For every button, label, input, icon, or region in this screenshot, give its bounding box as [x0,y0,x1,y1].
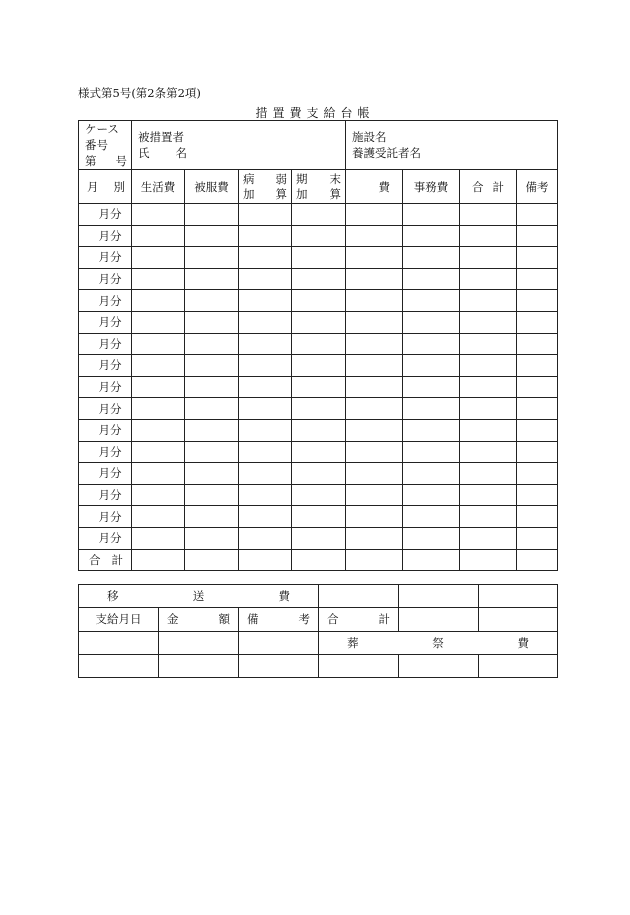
amount-cell[interactable] [460,506,517,528]
transport-title-blank-1[interactable] [319,585,399,608]
col-expense: 費 [346,170,403,204]
amount-cell[interactable] [185,484,239,506]
month-row [79,268,558,290]
amount-cell[interactable] [185,527,239,549]
month-label[interactable]: 月分 [79,398,132,420]
amount-cell[interactable] [185,441,239,463]
month-label[interactable]: 月分 [79,225,132,247]
data-row-bottom [79,654,558,677]
month-label[interactable]: 月分 [79,484,132,506]
amount-cell[interactable] [185,268,239,290]
transport-remarks-header: 備 考 [239,608,319,631]
amount-cell[interactable] [132,506,185,528]
amount-cell[interactable] [239,376,292,398]
month-row [79,419,558,441]
amount-cell[interactable] [185,506,239,528]
amount-cell[interactable] [292,419,346,441]
month-row [79,506,558,528]
amount-cell[interactable] [185,376,239,398]
amount-cell[interactable] [132,441,185,463]
amount-cell[interactable] [460,484,517,506]
amount-cell[interactable] [292,333,346,355]
month-row [79,333,558,355]
transport-title-blank-2[interactable] [399,585,479,608]
transport-remarks-value-2[interactable] [239,654,319,677]
month-row [79,376,558,398]
col-living: 生活費 [132,170,185,204]
amount-cell[interactable] [346,268,403,290]
amount-cell[interactable] [132,268,185,290]
amount-cell[interactable] [185,225,239,247]
amount-cell[interactable] [132,204,185,226]
case-number-suffix: 号 [115,154,127,168]
transport-funeral-table [78,584,558,678]
amount-cell[interactable] [403,204,460,226]
amount-cell[interactable] [517,398,558,420]
total-row [79,549,558,571]
amount-cell[interactable] [346,290,403,312]
amount-cell[interactable] [239,311,292,333]
amount-cell[interactable] [346,204,403,226]
amount-cell[interactable] [460,463,517,485]
amount-cell[interactable] [292,463,346,485]
amount-cell[interactable] [517,506,558,528]
consignee-label: 養護受託者名 [352,146,421,160]
amount-cell[interactable] [346,441,403,463]
ledger-table [78,120,558,571]
col-month: 月 別 [79,170,132,204]
amount-cell[interactable] [346,398,403,420]
amount-cell[interactable] [517,376,558,398]
column-header-row [79,170,558,204]
amount-cell[interactable] [403,247,460,269]
amount-cell[interactable] [292,268,346,290]
amount-cell[interactable] [132,290,185,312]
total-cell[interactable] [292,549,346,571]
amount-cell[interactable] [403,441,460,463]
amount-cell[interactable] [403,463,460,485]
amount-cell[interactable] [460,247,517,269]
amount-cell[interactable] [239,463,292,485]
transport-amount-value-1[interactable] [159,631,239,654]
amount-cell[interactable] [517,311,558,333]
amount-cell[interactable] [403,398,460,420]
month-label[interactable]: 月分 [79,268,132,290]
funeral-value-1[interactable] [319,654,399,677]
amount-cell[interactable] [292,204,346,226]
amount-cell[interactable] [517,204,558,226]
total-cell[interactable] [517,549,558,571]
amount-cell[interactable] [517,247,558,269]
amount-cell[interactable] [460,268,517,290]
amount-cell[interactable] [460,225,517,247]
case-number-prefix: 第 [85,154,97,168]
transport-total-blank[interactable] [479,608,558,631]
amount-cell[interactable] [460,355,517,377]
transport-total-value[interactable] [399,608,479,631]
amount-cell[interactable] [185,398,239,420]
month-label[interactable]: 月分 [79,441,132,463]
amount-cell[interactable] [460,376,517,398]
col-total: 合 計 [460,170,517,204]
amount-cell[interactable] [517,268,558,290]
amount-cell[interactable] [132,376,185,398]
amount-cell[interactable] [239,398,292,420]
amount-cell[interactable] [185,419,239,441]
amount-cell[interactable] [292,398,346,420]
transport-header-row [79,608,558,631]
amount-cell[interactable] [292,376,346,398]
amount-cell[interactable] [460,441,517,463]
amount-cell[interactable] [292,484,346,506]
case-number-cell[interactable] [79,121,132,170]
transport-payday-value-1[interactable] [79,631,159,654]
amount-cell[interactable] [132,527,185,549]
amount-cell[interactable] [292,311,346,333]
amount-cell[interactable] [239,247,292,269]
month-label[interactable]: 月分 [79,527,132,549]
transport-title-row [79,585,558,608]
document-title: 措置費支給台帳 [255,106,375,120]
total-cell[interactable] [239,549,292,571]
month-row [79,290,558,312]
name-label-a: 氏 [138,146,150,160]
amount-cell[interactable] [403,527,460,549]
info-row [79,121,558,170]
amount-cell[interactable] [132,225,185,247]
amount-cell[interactable] [403,290,460,312]
month-label[interactable]: 月分 [79,333,132,355]
total-label: 合 計 [79,549,132,571]
month-label[interactable]: 月分 [79,355,132,377]
amount-cell[interactable] [185,247,239,269]
amount-cell[interactable] [292,441,346,463]
transport-amount-value-2[interactable] [159,654,239,677]
amount-cell[interactable] [239,333,292,355]
amount-cell[interactable] [346,376,403,398]
amount-cell[interactable] [292,506,346,528]
amount-cell[interactable] [403,355,460,377]
amount-cell[interactable] [239,225,292,247]
amount-cell[interactable] [346,311,403,333]
amount-cell[interactable] [517,463,558,485]
amount-cell[interactable] [403,311,460,333]
amount-cell[interactable] [517,441,558,463]
amount-cell[interactable] [517,484,558,506]
amount-cell[interactable] [346,527,403,549]
facility-cell[interactable] [346,121,558,170]
month-label[interactable]: 月分 [79,290,132,312]
amount-cell[interactable] [239,355,292,377]
amount-cell[interactable] [239,506,292,528]
amount-cell[interactable] [460,290,517,312]
month-label[interactable]: 月分 [79,463,132,485]
amount-cell[interactable] [292,527,346,549]
facility-label: 施設名 [352,130,387,144]
amount-cell[interactable] [346,225,403,247]
amount-cell[interactable] [403,225,460,247]
amount-cell[interactable] [460,333,517,355]
amount-cell[interactable] [346,419,403,441]
amount-cell[interactable] [346,463,403,485]
person-label: 被措置者 [138,130,184,144]
total-cell[interactable] [403,549,460,571]
month-label[interactable]: 月分 [79,204,132,226]
amount-cell[interactable] [517,527,558,549]
transport-payday-value-2[interactable] [79,654,159,677]
month-row [79,355,558,377]
col-sick-addition: 病 弱 加 算 [239,170,292,204]
funeral-title: 葬 祭 費 [319,631,558,654]
amount-cell[interactable] [460,527,517,549]
amount-cell[interactable] [185,333,239,355]
amount-cell[interactable] [132,484,185,506]
transport-title-blank-3[interactable] [479,585,558,608]
amount-cell[interactable] [346,484,403,506]
month-label[interactable]: 月分 [79,376,132,398]
month-row [79,398,558,420]
person-name-cell[interactable] [132,121,346,170]
form-reference: 様式第5号(第2条第2項) [78,86,201,100]
amount-cell[interactable] [132,247,185,269]
amount-cell[interactable] [185,311,239,333]
amount-cell[interactable] [132,311,185,333]
month-row [79,225,558,247]
transport-remarks-value-1[interactable] [239,631,319,654]
funeral-value-2[interactable] [399,654,479,677]
amount-cell[interactable] [517,419,558,441]
transport-title: 移 送 費 [79,585,319,608]
amount-cell[interactable] [403,484,460,506]
amount-cell[interactable] [346,355,403,377]
amount-cell[interactable] [239,204,292,226]
amount-cell[interactable] [239,290,292,312]
col-office: 事務費 [403,170,460,204]
amount-cell[interactable] [403,419,460,441]
name-label-b: 名 [175,146,187,160]
amount-cell[interactable] [460,311,517,333]
amount-cell[interactable] [239,419,292,441]
amount-cell[interactable] [185,355,239,377]
total-cell[interactable] [460,549,517,571]
amount-cell[interactable] [346,247,403,269]
amount-cell[interactable] [132,355,185,377]
funeral-value-3[interactable] [479,654,558,677]
transport-total-header: 合 計 [319,608,399,631]
col-remarks: 備考 [517,170,558,204]
amount-cell[interactable] [132,419,185,441]
amount-cell[interactable] [132,333,185,355]
amount-cell[interactable] [403,376,460,398]
amount-cell[interactable] [239,527,292,549]
amount-cell[interactable] [292,290,346,312]
month-row [79,204,558,226]
amount-cell[interactable] [132,398,185,420]
amount-cell[interactable] [239,441,292,463]
funeral-title-row [79,631,558,654]
amount-cell[interactable] [185,463,239,485]
month-row [79,441,558,463]
amount-cell[interactable] [403,506,460,528]
month-label[interactable]: 月分 [79,419,132,441]
amount-cell[interactable] [517,333,558,355]
amount-cell[interactable] [517,355,558,377]
amount-cell[interactable] [403,268,460,290]
amount-cell[interactable] [132,463,185,485]
amount-cell[interactable] [292,225,346,247]
amount-cell[interactable] [460,204,517,226]
amount-cell[interactable] [292,355,346,377]
amount-cell[interactable] [185,204,239,226]
amount-cell[interactable] [460,419,517,441]
total-cell[interactable] [346,549,403,571]
month-row [79,247,558,269]
col-term-addition: 期 末 加 算 [292,170,346,204]
amount-cell[interactable] [239,484,292,506]
amount-cell[interactable] [185,290,239,312]
total-cell[interactable] [132,549,185,571]
month-label[interactable]: 月分 [79,311,132,333]
amount-cell[interactable] [460,398,517,420]
total-cell[interactable] [185,549,239,571]
amount-cell[interactable] [239,268,292,290]
month-row [79,527,558,549]
month-row [79,311,558,333]
amount-cell[interactable] [346,333,403,355]
amount-cell[interactable] [517,225,558,247]
amount-cell[interactable] [292,247,346,269]
month-row [79,463,558,485]
amount-cell[interactable] [517,290,558,312]
amount-cell[interactable] [346,506,403,528]
case-number-label: ケース番号 [85,122,119,152]
month-label[interactable]: 月分 [79,506,132,528]
amount-cell[interactable] [403,333,460,355]
transport-amount-header: 金 額 [159,608,239,631]
transport-payday-header: 支給月日 [79,608,159,631]
month-label[interactable]: 月分 [79,247,132,269]
col-clothing: 被服費 [185,170,239,204]
month-row [79,484,558,506]
